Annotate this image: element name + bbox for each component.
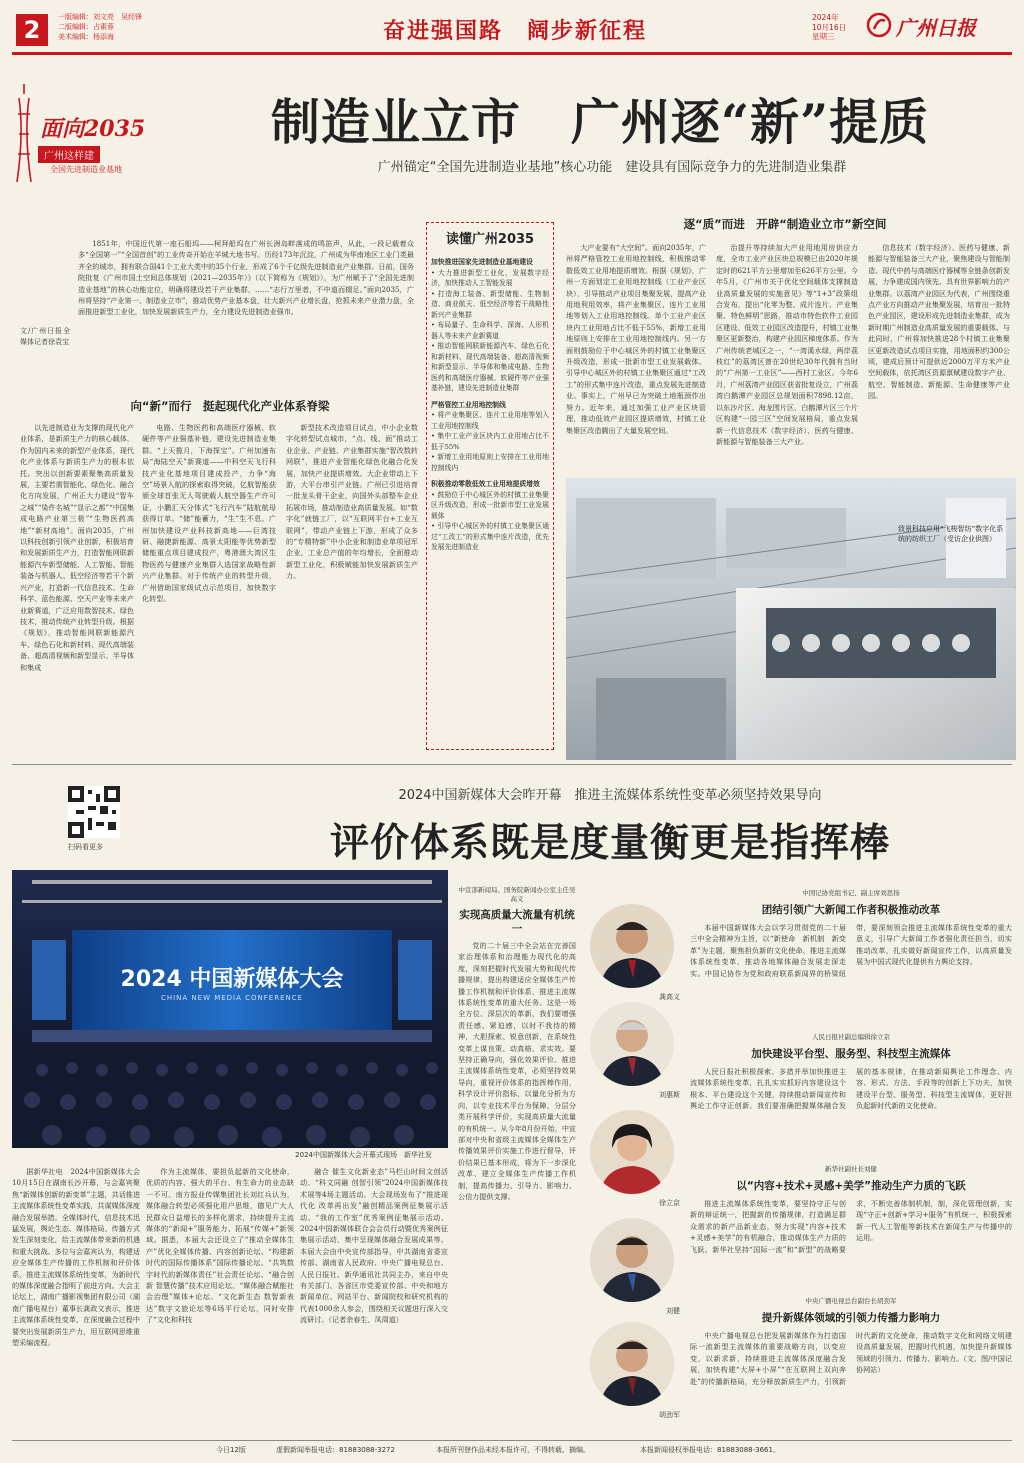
interview-title: 以“内容+技术+灵感+美学”推动生产力质的飞跃: [736, 1180, 966, 1192]
byline: 文/广州日报全媒体记者徐袁宝: [20, 327, 70, 346]
interview-affiliation: 新华社副社长刘健: [825, 1165, 877, 1173]
interview-affiliation: 中宣部新闻局、国务院新闻办公室主任吴高义: [458, 886, 576, 903]
article-column: 新型技术改造项目试点，中小企业数字化转型试点城市，“点、线、面”推动工业企业、产业链、产业集群实施“智改数转网联”，推进产业智能化绿色化融合化发展，加快产业提质增效。大企业带动上下游，大平台串引产业链。广州已引进培育一批龙头骨干企业，向国外头部整车企业拓展市场，推动制造业高质量发展。如“数字化”就链工厂，以“互联网平台+工业互联网”，带动产业链上下游，形成了众多的“专精特新”中小企业和制造业单项冠军企业，工业总产值的年均增长，全面推动新型工业化，积极赋能加快发展新质生产力。: [286, 423, 418, 581]
editor-line: 二版编辑：占素蓉: [58, 23, 114, 31]
interview-affiliation: 中国记协党组书记、副主席刘思扬: [802, 889, 900, 897]
column-logo-sub2: 全国先进制造业基地: [50, 165, 122, 174]
portrait-photo: [590, 1322, 674, 1406]
portrait-photo: [590, 1002, 674, 1086]
sidebar-heading: 加快推进国家先进制造业基地建设: [431, 258, 533, 266]
person-icon: [590, 904, 674, 988]
column-logo: [12, 84, 208, 184]
bottom-headline: 评价体系既是度量衡更是指挥棒: [329, 820, 890, 866]
person-icon: [590, 1002, 674, 1086]
interview-affiliation: 人民日报社副总编辑徐立京: [812, 1033, 890, 1041]
portrait-name: 龚高义: [659, 993, 680, 1001]
qr-caption: 扫码看更多: [68, 843, 103, 851]
conference-hall-image: [12, 870, 448, 1148]
portrait-photo: [590, 904, 674, 988]
article-column: 作为主流媒体，要担负起新的文化使命，优质的内容、强大的平台、有生命力的业态缺一不可。南方报业传媒集团社长刘红兵认为，媒体融合转型必须强化用户思维，德见广大人民群众日益增长的多样化需求，持续提升主流媒体的“新闻+”服务能力、拓展“传媒+”新领域。据悉，本届大会还设立了“推动全媒体生产”优化全媒体传播、内容创新论坛、“构建新时代的国际传播体系”国际传播论坛、“共筑数字时代的新媒体责任”社会责任论坛、“融合创新 智慧传播”技术应用论坛、“媒体融合赋能社会治理”媒体+论坛、“文化新生态 数智新表达”数字文旅论坛等6场平行论坛，同时安排了“文化和科技: [146, 1167, 294, 1325]
sidebar-item: • 大力推进新型工业化，发展数字经济，加快推动人工智能发展: [431, 268, 549, 287]
portrait-name: 刘惠斯: [659, 1091, 680, 1099]
footer-item: 虚假新闻举报电话：81883088-3272: [276, 1446, 395, 1454]
masthead-rule: [12, 52, 1012, 55]
page-number-badge: [16, 14, 48, 46]
issue-date: 2024年 10月16日 星期三: [812, 13, 847, 41]
sidebar-title: 读懂广州2035: [445, 232, 535, 247]
editor-line: 美术编辑：杨添海: [58, 33, 114, 41]
footer-item: 本报所刊登作品未经本报许可，不得转载、摘编。: [436, 1446, 590, 1454]
top-headline: 制造业立市 广州逐“新”提质: [270, 93, 930, 151]
person-icon: [590, 1218, 674, 1302]
article-column: 融合 催生文化新业态”马栏山时间文创活动、“科文同融 创智引领”2024中国新媒体技术展等4场主题活动。大会现场发布了“推进现代化 改革再出发”融创精品案例征集展示活动、“我的工作室”优秀案例征集展示活动、2024中国新媒体联合会会员行动暨优秀案例征集展示活动，集中呈现媒体融合发展成果等。本届大会由中央宣传部指导，中共湖南省委宣传部、湖南省人民政府、中央广播电视总台、人民日报社、新华通讯社共同主办，来自中央有关部门、各省区市党委宣传部、中央和地方新闻单位、网站平台、新闻院校和研究机构的代表1000余人参会，围绕相关议题进行深入交流研讨。（记者余春生、凤周道）: [300, 1167, 448, 1325]
article-column: 据新华社电 2024中国新媒体大会10月15日在湖南长沙开幕，与会嘉宾聚焦“新媒体创新的新变革”主题，共话推进主流媒体系统性变革实践，共谋媒体深度融合发展举措。全媒体时代，信息技术迅猛发展，舆论生态、媒体格局、传播方式发生深刻变化，给主流媒体带来新的机遇和重大挑战。多位与会嘉宾认为，构建适应全媒体生产传播的工作机制和评价体系，推进主流媒体系统性变革，为新时代的媒体深度融合指明了前进方向。大会主论坛上，湖南广播影视集团有限公司（湖南广播电视台）董事长龚政文表示，推进主流媒体系统性变革，在深度融合过程中要突出发展新质生产力，用互联网思维重塑采编流程。: [12, 1167, 140, 1348]
interview-body: 党的二十届三中全会站在完善国家治理体系和治理能力现代化的高度，深刻把握时代发展大势和现代传播规律，提出构建适应全媒体生产传播工作机制和评价体系，推进主流媒体系统性变革的重大任务。这是一场全方位、深层次的革新，我们要增强责任感、紧迫感，以时不我待的精神，大胆探索、锐意创新，在系统性变革上谋良策、动真格、求实效。要坚持正确导向，强化效果评价。推进主流媒体系统性变革，必须坚持效果导向，重视评价体系的指挥棒作用，科学设计评价指标，以量化分析为方向，以专业技术平台为保障，分层分类开展科学评价，实现高质量大流量的有机统一。从今年8月份开始，中宣部对中央和省级主流媒体全媒体生产传播效果评价实施工作进行督导，评价结果已基本形成，将为下一步深化改革、建立全媒体生产传播工作机制，提高传播力、引导力、影响力、公信力提供支撑。: [458, 941, 576, 1201]
paper-logo: [866, 10, 1006, 40]
masthead: [0, 0, 1024, 52]
sidebar-heading: 严格管控工业用地控制线: [431, 400, 506, 409]
conference-photo: [12, 870, 448, 1148]
textile-factory-image: [566, 478, 1016, 760]
sidebar-item: • 布局量子、生命科学、深海、人形机器人等未来产业新赛道: [431, 321, 549, 340]
editors: [58, 12, 142, 42]
footer: [12, 1444, 1012, 1458]
section-heading: 向“新”而行 挺起现代化产业体系脊梁: [130, 399, 330, 413]
screen-subtext: CHINA NEW MEDIA CONFERENCE: [160, 994, 304, 1002]
interview-title: 加快建设平台型、服务型、科技型主流媒体: [751, 1048, 951, 1060]
qr-code[interactable]: [68, 786, 120, 838]
interview-title: 实现高质量大流量有机统一: [459, 909, 575, 935]
canton-tower-icon: [12, 84, 36, 184]
sidebar-item: • 集中工业产业区块内工业用地占比不低于55%: [431, 432, 549, 451]
article-column: 大产业要有“大空间”。面向2035年，广州将严格管控工业用地控制线，积极推动零散低效工业用地提质增效。根据《规划》，广州一方面划定工业用地控制线（工业产业区块），引导推动产业项目集聚发展，提高产业用地利用效率，将产业集聚区、连片工业用地等划入工业用地控制线。单个工业产业区块内工业用地占比不低于55%，新增工业用地原则上安排在工业用地控制线内。另一方面则鼓励位于中心城区外的村镇工业集聚区升级改造，形成一批新市型工业发展载体。引导中心城区外的村镇工业集聚区通过“工改工”的形式集中连片改造，重点发展先进制造业。事实上，广州早已为突破土地瓶颈作出努力。近年来，通过加强工业产业区块管理，推动低效产业园区提质增效，村镇工业集聚区改造腾出了大量发展空间。: [566, 243, 706, 435]
interview-title: 团结引领广大新闻工作者积极推动改革: [761, 904, 941, 916]
interview-body: 推进主流媒体系统性变革，要坚持守正与创新的辩证统一，把握新的传播规律，打造满足群众需求的新产品新业态，努力实现“内容+技术+灵感+美学”的有机融合，推动媒体生产力质的飞跃。新华社坚持“国际一流”和“新型”的战略要求，不断完善体制机制，制，深化管理创新，实现“守正+创新+学习+服务”有机统一，积极探索新一代人工智能等新技术在新闻生产与传播中的运用。: [690, 1199, 1012, 1254]
lead-paragraph: 1851年，中国近代第一座石船坞——柯拜船坞在广州长洲岛畔落成的鸣笛声，从此，一段记载着众多“全国第一”“全国首创”的工业传奇开始在羊城大地书写。历经173年沉淀，广州成为华南地区工业门类最齐全的城市，拥有联合国41个工业大类中的35个行业，形成了6个千亿级先进制造业产业集群。日前，国务院批复《广州市国土空间总体规划（2021—2035年）》（以下简称为《规划》），为广州赋予了“全国先进制造业基地”的核心功能定位，明确将建设若干产业集群，……“志行万里者，不中道而辍足。”面向2035，广州将坚持“产业第一、制造业立市”，推动优势产业基本盘，壮大新兴产业增长盘，抢抓未来产业潜力盘，全面推进新型工业化，加快发展新质生产力，全力建设先进制造业强市。: [78, 239, 414, 317]
sidebar-body: [431, 257, 549, 727]
sidebar-box: [426, 222, 554, 750]
interview-body: 人民日报社积极探索、多措并举加快推进主流媒体系统性变革，扎扎实实抓好内容建设这个根本、平台建设这个关键，持续推动新闻宣传和舆论工作守正创新。我们要准确把握媒体融合发展的基本规律，在推动新闻舆论工作理念、内容、形式、方法、手段等的创新上下功夫，加快建设平台型、服务型、科技型主流媒体，更好担负起新时代新的文化使命。: [690, 1067, 1012, 1111]
person-icon: [590, 1322, 674, 1406]
kicker: 2024中国新媒体大会昨开幕 推进主流媒体系统性变革必须坚持效果导向: [398, 788, 822, 803]
section-divider: [12, 764, 1012, 765]
photo-caption: 致景科技应用“飞梭智纺”数字化系统的纺织工厂（受访企业供图）: [898, 525, 1004, 543]
article-column: 以先进制造业为支撑的现代化产业体系，是新质生产力的核心载体，作为国内未来的新型产业体系，现代化产业体系与新质生产力的根本依托。突出以创新要素聚集高质量发展，主要若需智能化、绿色化、融合化方向发展，广州正大力建设“智车之城”“染件名城”“显示之都”“中国集成电路产业第三极”“生物医药高地”“新材高地”。面向2035，广州以科技创新引领产业创新，积极培育和发展新质生产力，打造智能网联新能源汽车新型储能、人工智能、智能装备与机器人、低空经济等若干个新兴产业，打造新一代信息技术、生命科学、蓝色能源、空天产业等未来产业新赛道，广泛应用数智技术、绿色技术，推动传统产业转型升级。根据《规划》，推动智能网联新能源汽车、绿色石化和新材料、现代高端装备、超高清视频和新型显示、半导体和集成: [20, 423, 134, 672]
sidebar-item: • 新增工业用地原则上安排在工业用地控制线内: [431, 453, 549, 472]
interview-body: 本届中国新媒体大会以学习贯彻党的二十届三中全会精神为主旨，以“新使命 新机制 新变革”为主题，聚焦担负新的文化使命、推进主流媒体系统性变革，推动各地媒体融合发展走深走实。中国记协作为党和政府联系新闻界的桥梁纽带，要深刻领会推进主流媒体系统性变革的重大意义，引导广大新闻工作者强化责任担当，切实推动改革，扎实做好新闻宣传工作，以高质量发展为中国式现代化提供有力舆论支持。: [690, 923, 1012, 978]
footer-item: 本报新闻侵权举报电话：81883088-3661。: [640, 1446, 780, 1454]
section-heading: 逐“质”而进 开辟“制造业立市”新空间: [683, 217, 887, 231]
article-column: 电路、生物医药和高端医疗器械、软硬件等产业强基补链，建设先进制造业集群。“上天揽月，下海探宝”。广州加速布局“海陆空天”新赛道——中科空天飞行科技产业化基地项目建成投产，力争“海空”场景入航的探索取得突破，亿航智能获颁全球首张无人驾驶载人航空器生产许可证，小鹏汇天分体式“飞行汽车”陆航航母获得订单。“储”能蓄力，“生”生不息。广州加快建设产业科技新高地——巨湾技研、融捷新能源、高景太阳能等优势新型储能重点项目建成投产，粤港澳大湾区生物医药与健康产业集群入选国家战略性新兴产业集群。对于传统产业的转型升级，广州借助国家级试点示范项目，加快数字化转型。: [142, 423, 276, 604]
photo-caption: 2024中国新媒体大会开幕式现场 新华社发: [295, 1151, 432, 1159]
interview-title: 提升新媒体领域的引领力传播力影响力: [761, 1312, 941, 1324]
slogan: 奋进强国路 阔步新征程: [382, 19, 647, 44]
column-logo-title: 面向2035: [40, 116, 146, 142]
portrait-name: 胡劲军: [659, 1411, 680, 1419]
page-number: 2: [23, 16, 41, 44]
article-column: 治提升等持续加大产业用地用房供应力度，全市工业产业区块总规模已由2020年规定时的621平方公里增加至626平方公里。今年5月，《广州市关于优化空间载体支撑制造业高质量发展的实施意见》等“1+3”政策组合发布，提出“化零为整、成片连片、产业集聚、特色鲜明”思路，推动市特色软件工业园区建设、低效工业园区改造提升，村镇工业集聚区更新整治，构建产业园区梯度体系。作为广州传统老城区之一，“一湾溪水绿，两岸荔枝红”的荔湾区曾在20世纪30年代拥有当时的“广州第一工业区”——西村工业区。今年6月，广州荔湾产业园区获省批复设立，广州荔湾白鹅潭产业园区总规划面积7898.12亩，以东沙片区、海龙围片区、白鹅潭片区三个片区构建“一园三区”空间发展格局，重点发展新一代信息技术（数字经济）、医药与健康、新能源与智能装备三大产业。: [716, 243, 858, 446]
paper-name: 广州日报: [896, 16, 976, 40]
article-column: 信息技术（数字经济）、医药与健康、新能源与智能装备三大产业，聚焦建设与智能制造、现代中药与高端医疗器械等全链条创新发展，力争建成国内领先、具有世界影响力的产业集群。以荔湾产业园区为代表，广州围绕重点产业方向推动产业集聚发展，培育出一批特色产业园区，建设形成先进制造业集群，成为新时期广州制造业高质量发展的重要载体。与此同时，广州将加快推进28个村镇工业集聚区更新改造试点项目实施，用地面积约300公顷，建成后预计可提供近2000万平方米产业空间载体，依托湾区资源禀赋建设数字产业、航空、智能制造、新能源、生命健康等产业园。: [868, 243, 1010, 401]
top-subheadline: 广州锚定“全国先进制造业基地”核心功能 建设具有国际竞争力的先进制造业集群: [377, 160, 847, 175]
portrait-name: 徐立京: [659, 1199, 680, 1207]
sidebar-item: • 鼓励位于中心城区外的村镇工业集聚区升级改造，形成一批新市型工业发展载体: [431, 490, 549, 520]
sidebar-item: • 打造海工装备、新型储能、生物制造、商业航天、低空经济等若干战略性新兴产业集群: [431, 289, 549, 319]
factory-photo: [566, 478, 1016, 760]
portrait-name: 刘健: [666, 1307, 680, 1315]
screen-text: 2024 中国新媒体大会: [120, 967, 344, 992]
sidebar-item: • 将产业集聚区、连片工业用地等划入工业用地控制线: [431, 411, 549, 430]
sidebar-item: • 推动智能网联新能源汽车、绿色石化和新材料、现代高端装备、超高清视频和新型显示、半导体和集成电路、生物医药和高端医疗器械、软硬件等产业强基补链，建设先进制造业集群: [431, 342, 549, 392]
footer-rule: [12, 1440, 1012, 1441]
sidebar-heading: 积极推动零散低效工业用地提质增效: [431, 480, 540, 488]
portrait-photo: [590, 1110, 674, 1194]
interview-affiliation: 中央广播电视总台副台长胡劲军: [805, 1297, 897, 1305]
portrait-photo: [590, 1218, 674, 1302]
column-logo-sub1: 广州这样建: [38, 146, 100, 163]
interview-body: 中央广播电视总台把发展新媒体作为打造国际一流新型主流媒体的重要战略方向，以变应变，以新求新，持续推进主流媒体深度融合发展，加快构建“大屏+小屏”“在互联网上双向奔赴”的传播新格局，充分释放新质生产力，引领新时代新的文化使命，推动数字文化和网络文明建设高质量发展，把握时代机遇，加快提升新媒体领域的引领力、传播力、影响力。（文、图/中国记协网站）: [690, 1331, 1012, 1386]
newspaper-emblem-icon: [866, 12, 892, 38]
sidebar-item: • 引导中心城区外的村镇工业集聚区通过“工改工”的形式集中连片改造，优先发展先进制造业: [431, 522, 549, 551]
qr-code-icon: [68, 786, 120, 838]
footer-item: 今日12版: [216, 1446, 246, 1454]
person-icon: [590, 1110, 674, 1194]
editor-line: 一版编辑：刘文亮 吴经锋: [58, 13, 142, 21]
